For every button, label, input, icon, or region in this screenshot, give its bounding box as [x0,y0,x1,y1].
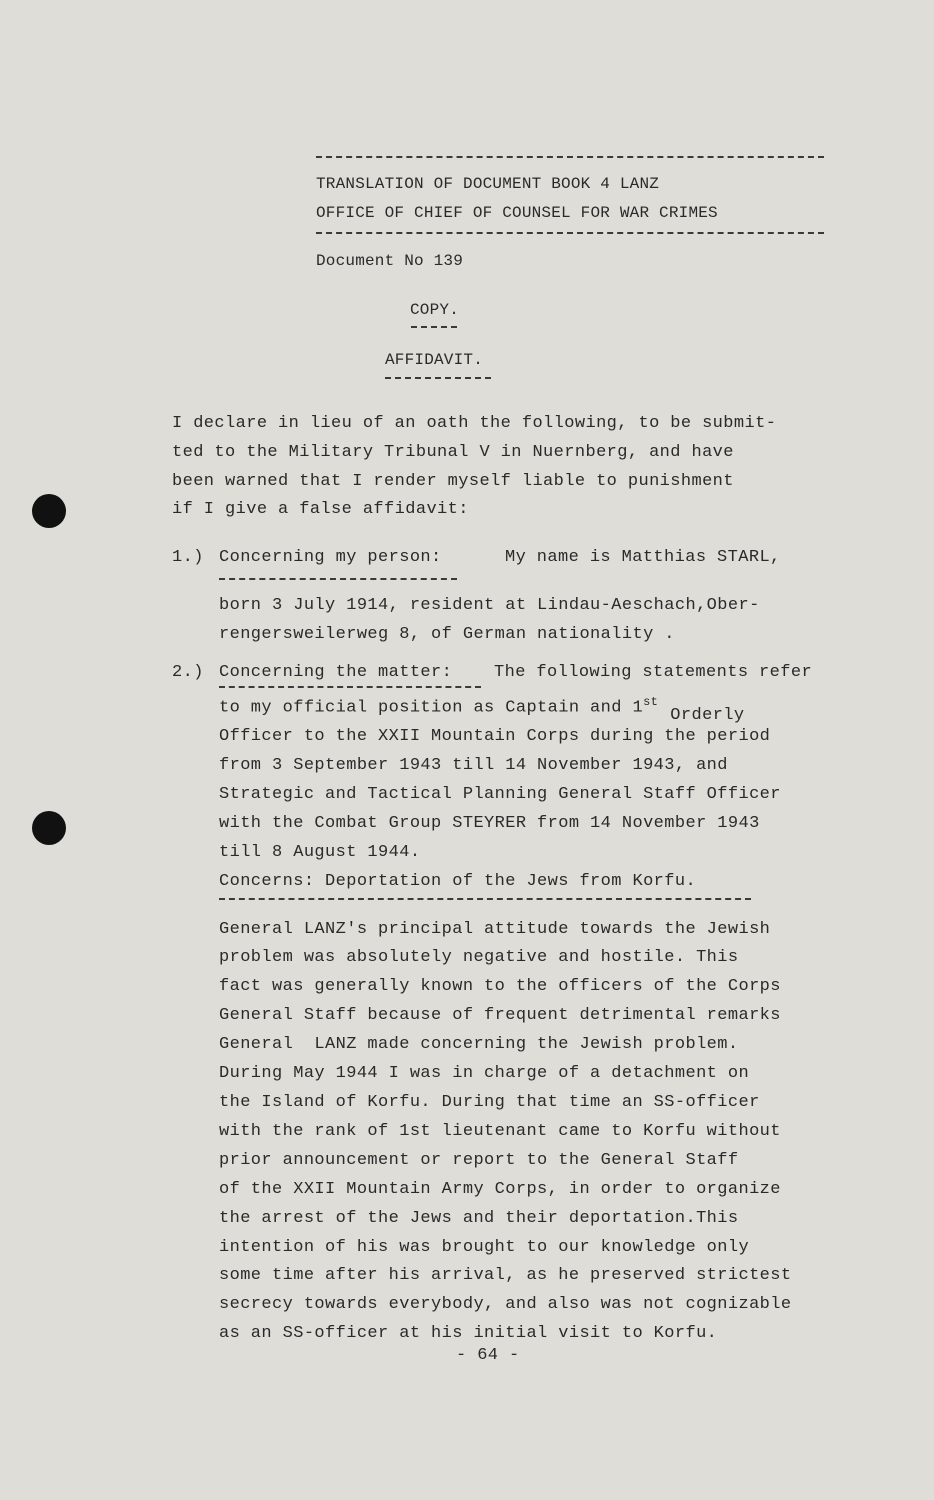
item1-heading-underline [219,578,457,580]
item2-line2-end: Orderly [670,705,745,725]
item2-line-7: till 8 August 1944. [219,843,421,862]
intro-line-1: I declare in lieu of an oath the following, to be submit- [172,414,777,433]
item1-lead: My name is Matthias STARL, [505,548,781,567]
body-line-3: fact was generally known to the officers of the Corps [219,977,781,996]
body-line-15: as an SS-officer at his initial visit to Korfu. [219,1324,718,1343]
concerns-underline [219,898,751,900]
item2-heading: Concerning the matter: [219,663,453,682]
copy-label: COPY. [410,301,460,319]
punch-hole-bottom [32,811,66,845]
body-line-14: secrecy towards everybody, and also was not cognizable [219,1295,792,1314]
punch-hole-top [32,494,66,528]
item2-line2-text: to my official position as Captain and 1 [219,698,644,718]
body-line-4: General Staff because of frequent detrimental remarks [219,1006,781,1025]
copy-underline [411,326,457,328]
item1-line-1: born 3 July 1914, resident at Lindau-Aeschach,Ober- [219,596,760,615]
body-line-7: the Island of Korfu. During that time an SS-officer [219,1093,760,1112]
body-line-5: General LANZ made concerning the Jewish problem. [219,1035,739,1054]
header-rule-bottom [316,232,824,234]
body-line-13: some time after his arrival, as he preserved strictest [219,1266,792,1285]
item1-line-2: rengersweilerweg 8, of German nationality . [219,625,675,644]
item2-line-5: Strategic and Tactical Planning General Staff Officer [219,785,781,804]
affidavit-underline [385,377,491,379]
page-number: - 64 - [456,1346,520,1365]
item2-line-2 [219,692,745,725]
body-line-2: problem was absolutely negative and hostile. This [219,948,739,967]
item2-line-6: with the Combat Group STEYRER from 14 November 1943 [219,814,760,833]
body-line-11: the arrest of the Jews and their deportation.This [219,1209,739,1228]
body-line-12: intention of his was brought to our knowledge only [219,1238,750,1257]
intro-line-3: been warned that I render myself liable to punishment [172,472,734,491]
header-title-line2: OFFICE OF CHIEF OF COUNSEL FOR WAR CRIMES [316,204,718,222]
body-line-1: General LANZ's principal attitude towards the Jewish [219,920,771,939]
header-rule-top [316,156,824,158]
affidavit-label: AFFIDAVIT. [385,351,484,369]
header-title-line1: TRANSLATION OF DOCUMENT BOOK 4 LANZ [316,175,660,193]
body-line-6: During May 1944 I was in charge of a detachment on [219,1064,750,1083]
item1-heading: Concerning my person: [219,548,442,567]
body-line-9: prior announcement or report to the General Staff [219,1151,739,1170]
item2-heading-underline [219,686,481,688]
body-line-10: of the XXII Mountain Army Corps, in order to organize [219,1180,781,1199]
concerns-line: Concerns: Deportation of the Jews from Korfu. [219,872,697,891]
document-number: Document No 139 [316,252,464,270]
item2-line-4: from 3 September 1943 till 14 November 1943, and [219,756,728,775]
item2-number: 2.) [172,663,204,682]
item2-line-3: Officer to the XXII Mountain Corps during the period [219,727,771,746]
item2-lead: The following statements refer [494,663,813,682]
item2-line2-superscript: st [643,695,659,709]
intro-line-4: if I give a false affidavit: [172,500,469,519]
item1-number: 1.) [172,548,204,567]
intro-line-2: ted to the Military Tribunal V in Nuernberg, and have [172,443,734,462]
body-line-8: with the rank of 1st lieutenant came to Korfu without [219,1122,781,1141]
